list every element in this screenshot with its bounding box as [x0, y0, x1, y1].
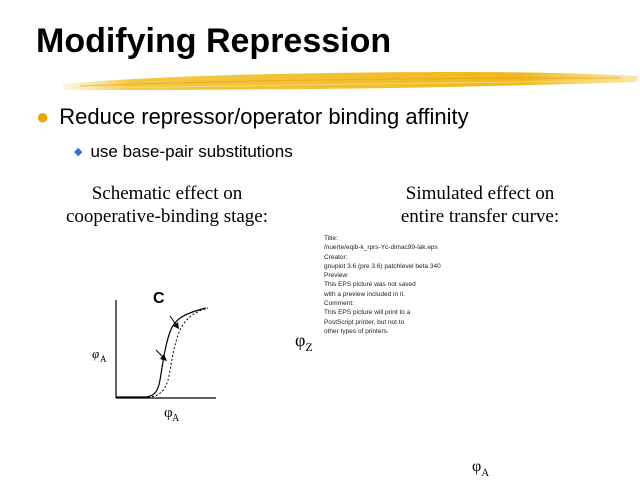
simulated-caption [356, 182, 604, 228]
bullet-level2-text: use base-pair substitutions [90, 142, 293, 161]
schematic-curve-modified [116, 308, 208, 397]
bullet-level1 [36, 104, 469, 130]
eps-line: This EPS picture was not saved [324, 281, 416, 289]
schematic-label-c: C [153, 290, 165, 307]
schematic-figure [80, 280, 230, 430]
simulated-y-label [295, 330, 313, 355]
schematic-caption [40, 182, 294, 228]
eps-line: Title: [324, 235, 338, 242]
schematic-y-subscript: A [100, 354, 107, 364]
schematic-x-symbol: φ [164, 405, 173, 421]
simulated-y-symbol: φ [295, 330, 306, 350]
schematic-caption-line1: Schematic effect on [91, 183, 243, 204]
bullet-level1-text: Reduce repressor/operator binding affinity [59, 104, 469, 129]
simulated-caption-line1: Simulated effect on [405, 183, 555, 204]
simulated-y-subscript: Z [305, 340, 313, 354]
eps-line: PostScript printer, but not to [324, 318, 405, 326]
simulated-x-label [472, 458, 489, 479]
simulated-x-symbol: φ [472, 458, 482, 475]
eps-line: with a preview included in it. [324, 290, 405, 298]
schematic-arrowhead-upper [173, 322, 179, 329]
eps-placeholder-text [324, 234, 494, 336]
eps-line: Preview: [324, 272, 349, 280]
diamond-bullet-icon: ◆ [74, 146, 83, 158]
simulated-caption-line2: entire transfer curve: [400, 206, 560, 227]
eps-line: Comment: [324, 300, 354, 308]
eps-line: Creator: [324, 253, 348, 261]
eps-line: gnuplot 3.6 (pre 3.6) patchlevel beta 340 [324, 262, 441, 270]
schematic-curve-original [116, 308, 206, 397]
eps-line: This EPS picture will print to a [324, 309, 411, 317]
schematic-x-subscript: A [172, 413, 180, 424]
eps-line: /nuerte/eqib-k_rprs-Yc-dimac99-lak.eps [324, 244, 438, 252]
bullet-dot-icon: ● [36, 104, 50, 129]
title-underline-brushstroke [60, 66, 640, 96]
schematic-y-symbol: φ [92, 346, 100, 361]
slide-title: Modifying Repression [36, 22, 392, 60]
simulated-x-subscript: A [481, 467, 490, 479]
schematic-caption-line2: cooperative-binding stage: [65, 206, 269, 227]
eps-line: other types of printers. [324, 327, 389, 335]
bullet-level2 [74, 142, 293, 162]
